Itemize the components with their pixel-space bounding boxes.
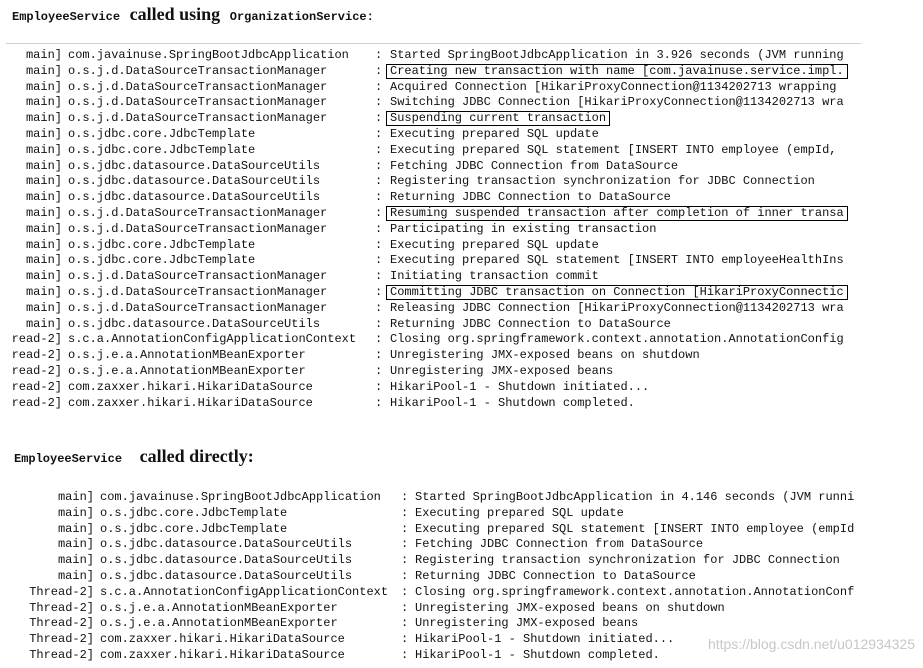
- log-separator: :: [401, 616, 409, 631]
- log-logger: o.s.j.e.a.AnnotationMBeanExporter: [68, 348, 306, 363]
- log-logger: o.s.j.d.DataSourceTransactionManager: [68, 205, 328, 220]
- log-separator: :: [401, 600, 409, 615]
- watermark: https://blog.csdn.net/u012934325: [707, 636, 915, 652]
- log-line: [6, 601, 861, 617]
- log-logger: s.c.a.AnnotationConfigApplicationContext: [68, 332, 357, 347]
- log-message: Returning JDBC Connection to DataSource: [390, 190, 671, 205]
- log-message: Initiating transaction commit: [390, 269, 599, 284]
- log-separator: :: [375, 174, 383, 189]
- log-separator: :: [375, 395, 383, 410]
- log-separator: :: [375, 190, 383, 205]
- log-line: [6, 348, 861, 364]
- log-line: [6, 317, 861, 333]
- log-separator: :: [375, 158, 383, 173]
- log-logger: o.s.j.d.DataSourceTransactionManager: [68, 79, 328, 94]
- log-logger: o.s.j.e.a.AnnotationMBeanExporter: [100, 600, 338, 615]
- log-thread: main]: [25, 269, 62, 284]
- log-separator: :: [375, 142, 383, 157]
- log-logger: o.s.jdbc.core.JdbcTemplate: [68, 126, 256, 141]
- log-line: [6, 238, 861, 254]
- log-logger: o.s.j.e.a.AnnotationMBeanExporter: [68, 363, 306, 378]
- log-thread: main]: [25, 158, 62, 173]
- log-logger: o.s.jdbc.datasource.DataSourceUtils: [100, 568, 353, 583]
- log-separator: :: [375, 269, 383, 284]
- log-logger: o.s.j.e.a.AnnotationMBeanExporter: [100, 616, 338, 631]
- service-name: EmployeeService: [14, 452, 123, 466]
- service-name: EmployeeService: [12, 10, 121, 24]
- log-thread: Thread-2]: [29, 647, 94, 662]
- log-logger: com.javainuse.SpringBootJdbcApplication: [68, 48, 349, 62]
- log-message: Unregistering JMX-exposed beans on shutdown: [415, 600, 725, 615]
- log-separator: :: [401, 490, 409, 504]
- log-separator: :: [375, 237, 383, 252]
- log-thread: main]: [57, 537, 94, 552]
- log-message: Executing prepared SQL update: [390, 126, 599, 141]
- log-line: [6, 537, 861, 553]
- log-line: [6, 127, 861, 143]
- log-logger: o.s.jdbc.core.JdbcTemplate: [100, 505, 288, 520]
- log-logger: com.zaxxer.hikari.HikariDataSource: [68, 395, 313, 410]
- log-thread: main]: [25, 111, 62, 126]
- log-separator: :: [401, 553, 409, 568]
- log-line: [6, 522, 861, 538]
- log-line: [6, 332, 861, 348]
- log-message: HikariPool-1 - Shutdown completed.: [415, 647, 660, 662]
- log-logger: o.s.jdbc.core.JdbcTemplate: [100, 521, 288, 536]
- log-line: [6, 490, 861, 506]
- log-separator: :: [401, 521, 409, 536]
- log-thread: main]: [57, 568, 94, 583]
- log-thread: main]: [25, 284, 62, 299]
- log-logger: o.s.jdbc.core.JdbcTemplate: [68, 237, 256, 252]
- log-message: HikariPool-1 - Shutdown completed.: [390, 395, 635, 410]
- log-thread: Thread-2]: [29, 584, 94, 599]
- log-line: [6, 285, 861, 301]
- log-separator: :: [375, 205, 383, 220]
- log-logger: o.s.jdbc.datasource.DataSourceUtils: [100, 553, 353, 568]
- log-thread: main]: [25, 142, 62, 157]
- log-separator: :: [375, 284, 383, 299]
- log-message: Fetching JDBC Connection from DataSource: [390, 158, 679, 173]
- log-logger: com.zaxxer.hikari.HikariDataSource: [100, 632, 345, 647]
- log-thread: Thread-2]: [29, 616, 94, 631]
- log-separator: :: [401, 632, 409, 647]
- other-service-name: OrganizationService: [229, 10, 367, 24]
- log-logger: o.s.j.d.DataSourceTransactionManager: [68, 284, 328, 299]
- log-thread: Thread-2]: [29, 600, 94, 615]
- log-message: Closing org.springframework.context.annotation.AnnotationConf: [415, 584, 855, 599]
- log-separator: :: [375, 48, 383, 62]
- log-output-1: [6, 43, 861, 418]
- log-separator: :: [375, 221, 383, 236]
- log-logger: com.javainuse.SpringBootJdbcApplication: [100, 490, 381, 504]
- section-2-heading: [14, 446, 254, 467]
- log-separator: :: [375, 316, 383, 331]
- log-thread: read-2]: [11, 332, 62, 347]
- log-message-highlighted: Suspending current transaction: [386, 111, 610, 126]
- log-message-highlighted: Committing JDBC transaction on Connection [HikariProxyConnectic: [386, 285, 848, 300]
- log-thread: main]: [25, 174, 62, 189]
- log-message: Unregistering JMX-exposed beans on shutdown: [390, 348, 700, 363]
- log-logger: o.s.j.d.DataSourceTransactionManager: [68, 63, 328, 78]
- log-thread: main]: [25, 190, 62, 205]
- log-message: Registering transaction synchronization for JDBC Connection: [415, 553, 840, 568]
- log-thread: main]: [25, 316, 62, 331]
- log-thread: main]: [57, 505, 94, 520]
- log-message: HikariPool-1 - Shutdown initiated...: [390, 379, 650, 394]
- log-line: [6, 111, 861, 127]
- log-message: Started SpringBootJdbcApplication in 4.146 seconds (JVM runni: [415, 490, 855, 504]
- log-line: [6, 222, 861, 238]
- log-separator: :: [375, 253, 383, 268]
- log-message: Executing prepared SQL statement [INSERT INTO employee (empId: [415, 521, 855, 536]
- log-separator: :: [375, 63, 383, 78]
- log-logger: o.s.jdbc.datasource.DataSourceUtils: [68, 190, 321, 205]
- log-message: Switching JDBC Connection [HikariProxyConnection@1134202713 wra: [390, 95, 844, 110]
- log-separator: :: [401, 537, 409, 552]
- log-thread: read-2]: [11, 395, 62, 410]
- log-message: HikariPool-1 - Shutdown initiated...: [415, 632, 675, 647]
- log-thread: read-2]: [11, 348, 62, 363]
- log-separator: :: [375, 111, 383, 126]
- log-line: [6, 190, 861, 206]
- log-message: Executing prepared SQL update: [415, 505, 624, 520]
- log-logger: o.s.jdbc.core.JdbcTemplate: [68, 142, 256, 157]
- log-separator: :: [375, 95, 383, 110]
- log-logger: o.s.jdbc.datasource.DataSourceUtils: [68, 174, 321, 189]
- log-separator: :: [375, 79, 383, 94]
- log-separator: :: [401, 568, 409, 583]
- log-logger: o.s.j.d.DataSourceTransactionManager: [68, 111, 328, 126]
- log-thread: main]: [25, 237, 62, 252]
- log-line: [6, 585, 861, 601]
- log-separator: :: [375, 379, 383, 394]
- log-line: [6, 143, 861, 159]
- log-separator: :: [401, 647, 409, 662]
- log-line: [6, 159, 861, 175]
- log-line: [6, 80, 861, 96]
- log-line: [6, 380, 861, 396]
- log-thread: main]: [25, 79, 62, 94]
- log-line: [6, 269, 861, 285]
- log-thread: main]: [25, 221, 62, 236]
- log-logger: o.s.jdbc.datasource.DataSourceUtils: [68, 316, 321, 331]
- log-line: [6, 364, 861, 380]
- log-line: [6, 48, 861, 64]
- log-thread: main]: [25, 253, 62, 268]
- log-logger: s.c.a.AnnotationConfigApplicationContext: [100, 584, 389, 599]
- log-line: [6, 553, 861, 569]
- log-message: Executing prepared SQL statement [INSERT INTO employeeHealthIns: [390, 253, 844, 268]
- log-separator: :: [401, 505, 409, 520]
- log-line: [6, 95, 861, 111]
- log-thread: main]: [57, 553, 94, 568]
- heading-text: called using: [129, 4, 221, 24]
- log-message: Returning JDBC Connection to DataSource: [390, 316, 671, 331]
- log-thread: main]: [57, 490, 94, 504]
- log-thread: main]: [25, 205, 62, 220]
- log-logger: o.s.jdbc.core.JdbcTemplate: [68, 253, 256, 268]
- log-separator: :: [375, 363, 383, 378]
- log-line: [6, 569, 861, 585]
- log-thread: main]: [25, 126, 62, 141]
- log-logger: o.s.j.d.DataSourceTransactionManager: [68, 300, 328, 315]
- log-line: [6, 64, 861, 80]
- heading-suffix: :: [366, 10, 374, 24]
- log-separator: :: [375, 126, 383, 141]
- log-thread: main]: [57, 521, 94, 536]
- log-message: Unregistering JMX-exposed beans: [415, 616, 639, 631]
- log-thread: main]: [25, 300, 62, 315]
- log-logger: o.s.jdbc.datasource.DataSourceUtils: [100, 537, 353, 552]
- log-line: [6, 396, 861, 412]
- log-thread: main]: [25, 95, 62, 110]
- log-separator: :: [375, 300, 383, 315]
- log-line: [6, 301, 861, 317]
- log-logger: o.s.j.d.DataSourceTransactionManager: [68, 269, 328, 284]
- log-message: Registering transaction synchronization for JDBC Connection: [390, 174, 815, 189]
- log-thread: read-2]: [11, 379, 62, 394]
- log-line: [6, 253, 861, 269]
- log-message: Executing prepared SQL statement [INSERT INTO employee (empId,: [390, 142, 837, 157]
- log-separator: :: [401, 584, 409, 599]
- log-message: Executing prepared SQL update: [390, 237, 599, 252]
- log-line: [6, 206, 861, 222]
- log-logger: o.s.j.d.DataSourceTransactionManager: [68, 221, 328, 236]
- log-message: Unregistering JMX-exposed beans: [390, 363, 614, 378]
- log-thread: main]: [25, 48, 62, 62]
- log-message: Releasing JDBC Connection [HikariProxyConnection@1134202713 wra: [390, 300, 844, 315]
- log-message: Fetching JDBC Connection from DataSource: [415, 537, 704, 552]
- log-line: [6, 506, 861, 522]
- log-logger: com.zaxxer.hikari.HikariDataSource: [100, 647, 345, 662]
- log-message-highlighted: Creating new transaction with name [com.javainuse.service.impl.: [386, 64, 848, 79]
- log-logger: o.s.jdbc.datasource.DataSourceUtils: [68, 158, 321, 173]
- log-message: Acquired Connection [HikariProxyConnection@1134202713 wrapping: [390, 79, 837, 94]
- section-1-heading: [12, 4, 374, 25]
- log-separator: :: [375, 332, 383, 347]
- log-logger: com.zaxxer.hikari.HikariDataSource: [68, 379, 313, 394]
- log-line: [6, 616, 861, 632]
- log-separator: :: [375, 348, 383, 363]
- log-line: [6, 174, 861, 190]
- log-message: Started SpringBootJdbcApplication in 3.926 seconds (JVM running: [390, 48, 844, 62]
- log-thread: Thread-2]: [29, 632, 94, 647]
- log-thread: main]: [25, 63, 62, 78]
- heading-text: called directly:: [139, 446, 254, 466]
- log-message: Returning JDBC Connection to DataSource: [415, 568, 696, 583]
- log-thread: read-2]: [11, 363, 62, 378]
- log-message-highlighted: Resuming suspended transaction after completion of inner transa: [386, 206, 848, 221]
- log-logger: o.s.j.d.DataSourceTransactionManager: [68, 95, 328, 110]
- log-message: Participating in existing transaction: [390, 221, 657, 236]
- log-message: Closing org.springframework.context.annotation.AnnotationConfig: [390, 332, 844, 347]
